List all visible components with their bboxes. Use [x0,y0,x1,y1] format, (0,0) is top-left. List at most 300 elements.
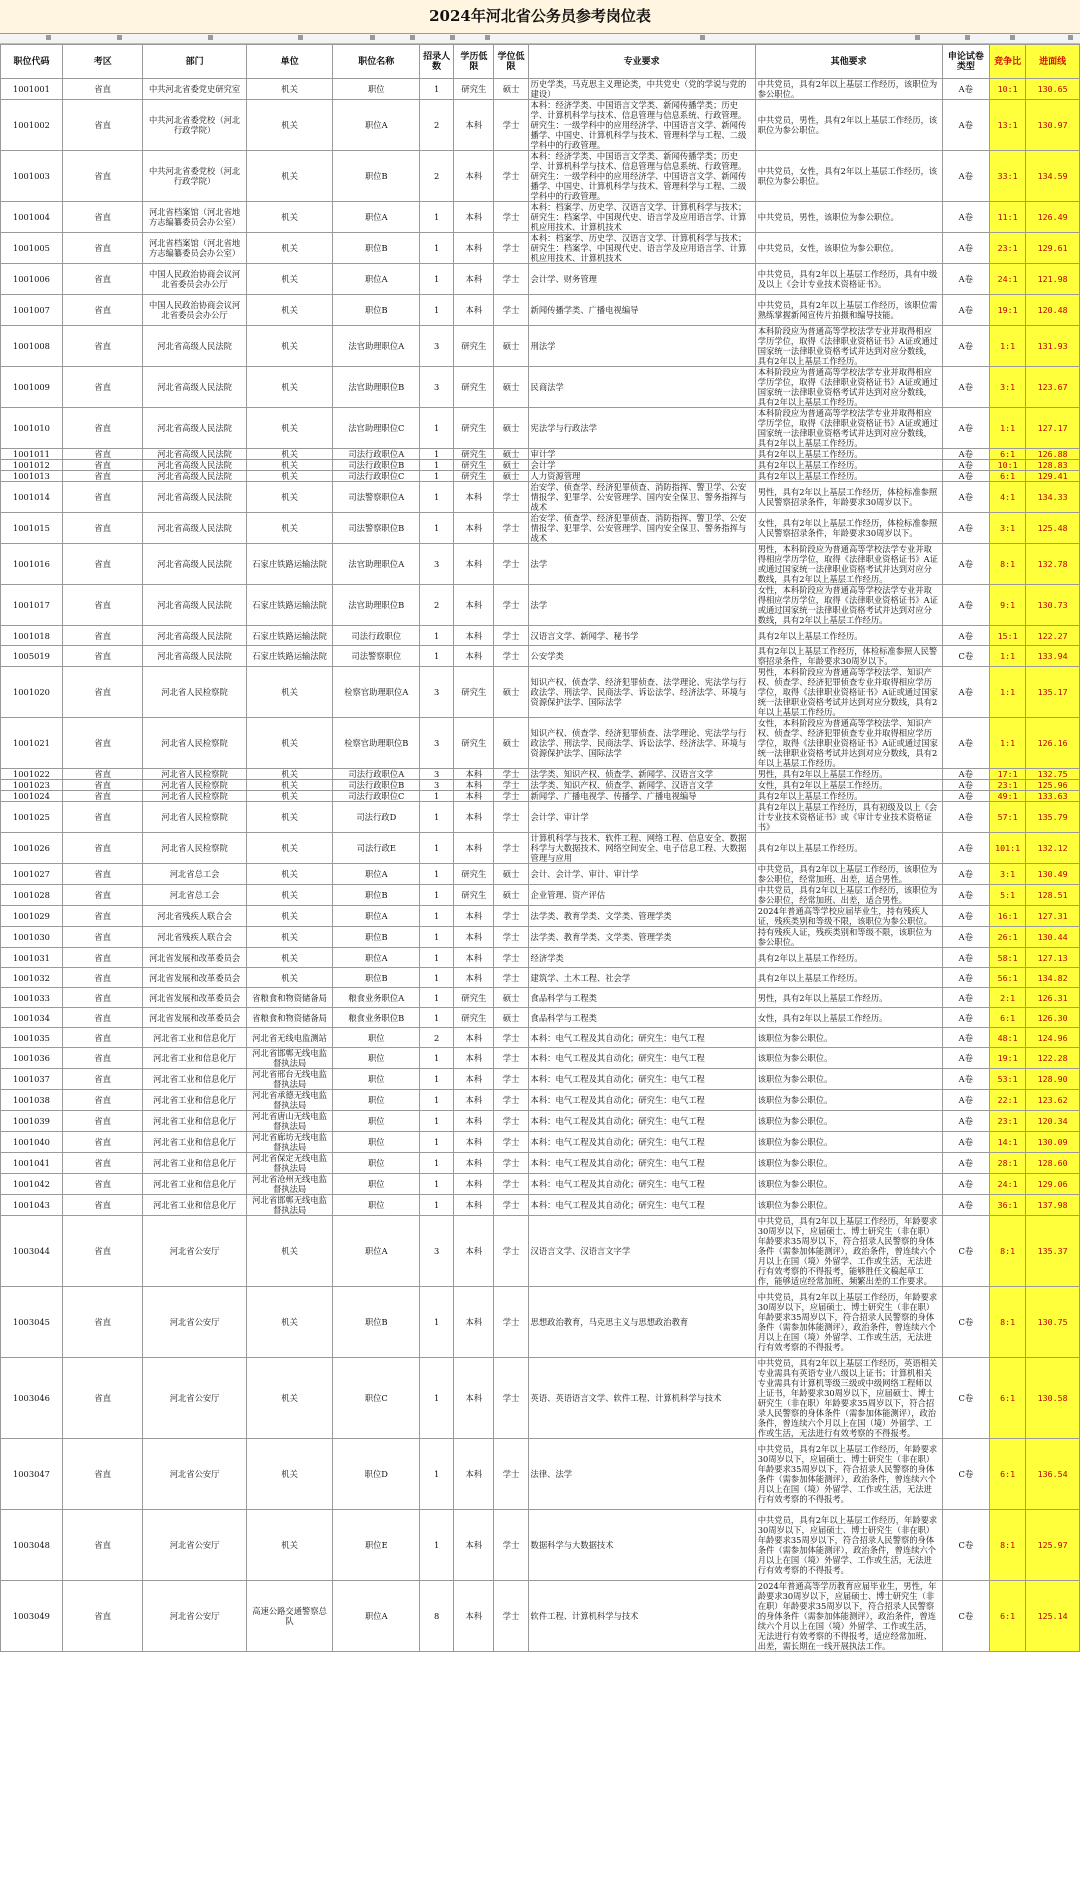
cell-exam-area[interactable]: 省直 [62,1358,143,1439]
cell-education-min[interactable]: 本科 [454,1132,494,1153]
cell-competition-ratio[interactable]: 1:1 [990,408,1026,449]
cell-essay-paper-type[interactable]: A卷 [942,968,989,988]
cell-other-requirement[interactable]: 具有2年以上基层工作经历。 [755,948,942,968]
cell-competition-ratio[interactable]: 3:1 [990,864,1026,885]
cell-competition-ratio[interactable]: 1:1 [990,718,1026,769]
cell-major-requirement[interactable]: 汉语言文学、新闻学、秘书学 [528,626,755,646]
cell-interview-line[interactable]: 137.98 [1026,1195,1080,1216]
cell-major-requirement[interactable]: 软件工程、计算机科学与技术 [528,1581,755,1652]
cell-degree-min[interactable]: 硕士 [494,79,528,100]
cell-interview-line[interactable]: 128.83 [1026,460,1080,471]
cell-position-name[interactable]: 职位A [333,264,420,295]
cell-unit[interactable]: 机关 [246,927,333,948]
cell-other-requirement[interactable]: 中共党员，具有2年以上基层工作经历，该职位为参公职位。 [755,79,942,100]
column-header[interactable]: 职位代码 [1,45,63,79]
cell-recruit-count[interactable]: 3 [420,718,454,769]
cell-education-min[interactable]: 本科 [454,1287,494,1358]
cell-essay-paper-type[interactable]: A卷 [942,802,989,833]
cell-education-min[interactable]: 研究生 [454,408,494,449]
cell-department[interactable]: 河北省高级人民法院 [143,646,246,667]
column-header-interview-line[interactable]: 进面线 [1026,45,1080,79]
cell-unit[interactable]: 机关 [246,833,333,864]
cell-education-min[interactable]: 本科 [454,1358,494,1439]
cell-other-requirement[interactable]: 中共党员，具有2年以上基层工作经历，年龄要求30周岁以下，应届硕士、博士研究生（非在职）年龄要求35周岁以下，符合招录人民警察的身体条件（需参加体能测评），政治条件，曾连续六个月以上在国（境）外留学、工作或生活，无法进行有效考察的不得报考。 [755,1510,942,1581]
cell-other-requirement[interactable]: 该职位为参公职位。 [755,1153,942,1174]
cell-department[interactable]: 河北省发展和改革委员会 [143,948,246,968]
cell-position-code[interactable]: 1003044 [1,1216,63,1287]
cell-essay-paper-type[interactable]: A卷 [942,1069,989,1090]
cell-major-requirement[interactable]: 会计学、财务管理 [528,264,755,295]
cell-degree-min[interactable]: 硕士 [494,408,528,449]
cell-interview-line[interactable]: 127.13 [1026,948,1080,968]
cell-essay-paper-type[interactable]: A卷 [942,1195,989,1216]
cell-position-name[interactable]: 司法行政职位C [333,791,420,802]
cell-position-code[interactable]: 1001037 [1,1069,63,1090]
cell-education-min[interactable]: 本科 [454,906,494,927]
cell-essay-paper-type[interactable]: A卷 [942,833,989,864]
cell-unit[interactable]: 机关 [246,151,333,202]
cell-department[interactable]: 河北省残疾人联合会 [143,906,246,927]
cell-essay-paper-type[interactable]: A卷 [942,1028,989,1048]
cell-recruit-count[interactable]: 1 [420,1287,454,1358]
column-header[interactable]: 学位低限 [494,45,528,79]
cell-exam-area[interactable]: 省直 [62,460,143,471]
cell-unit[interactable]: 机关 [246,449,333,460]
cell-exam-area[interactable]: 省直 [62,544,143,585]
cell-degree-min[interactable]: 硕士 [494,988,528,1008]
cell-position-name[interactable]: 职位 [333,1111,420,1132]
cell-essay-paper-type[interactable]: A卷 [942,585,989,626]
cell-education-min[interactable]: 本科 [454,202,494,233]
cell-exam-area[interactable]: 省直 [62,1048,143,1069]
cell-exam-area[interactable]: 省直 [62,79,143,100]
cell-education-min[interactable]: 本科 [454,780,494,791]
cell-department[interactable]: 河北省人民检察院 [143,667,246,718]
cell-unit[interactable]: 机关 [246,79,333,100]
cell-degree-min[interactable]: 学士 [494,1153,528,1174]
cell-position-code[interactable]: 1001040 [1,1132,63,1153]
cell-essay-paper-type[interactable]: A卷 [942,1090,989,1111]
cell-position-code[interactable]: 1001012 [1,460,63,471]
cell-other-requirement[interactable]: 女性，具有2年以上基层工作经历。 [755,780,942,791]
cell-interview-line[interactable]: 127.31 [1026,906,1080,927]
cell-major-requirement[interactable]: 法学类、知识产权、侦查学、新闻学、汉语言文学 [528,769,755,780]
cell-unit[interactable]: 机关 [246,780,333,791]
cell-degree-min[interactable]: 硕士 [494,667,528,718]
cell-unit[interactable]: 机关 [246,718,333,769]
cell-degree-min[interactable]: 学士 [494,833,528,864]
cell-essay-paper-type[interactable]: C卷 [942,1287,989,1358]
cell-major-requirement[interactable]: 本科：电气工程及其自动化；研究生：电气工程 [528,1111,755,1132]
cell-exam-area[interactable]: 省直 [62,1090,143,1111]
cell-degree-min[interactable]: 学士 [494,626,528,646]
cell-department[interactable]: 中共河北省委党校（河北行政学院） [143,151,246,202]
cell-position-code[interactable]: 1005019 [1,646,63,667]
cell-unit[interactable]: 机关 [246,885,333,906]
cell-interview-line[interactable]: 126.49 [1026,202,1080,233]
cell-competition-ratio[interactable]: 17:1 [990,769,1026,780]
cell-degree-min[interactable]: 学士 [494,482,528,513]
cell-education-min[interactable]: 研究生 [454,864,494,885]
cell-exam-area[interactable]: 省直 [62,1174,143,1195]
cell-essay-paper-type[interactable]: C卷 [942,1216,989,1287]
cell-interview-line[interactable]: 132.12 [1026,833,1080,864]
cell-recruit-count[interactable]: 1 [420,1008,454,1028]
cell-other-requirement[interactable]: 中共党员，男性，具有2年以上基层工作经历，该职位为参公职位。 [755,100,942,151]
cell-major-requirement[interactable]: 企业管理、资产评估 [528,885,755,906]
cell-interview-line[interactable]: 129.41 [1026,471,1080,482]
cell-major-requirement[interactable]: 汉语言文学、汉语言文字学 [528,1216,755,1287]
cell-competition-ratio[interactable]: 49:1 [990,791,1026,802]
cell-other-requirement[interactable]: 男性，本科阶段应为普通高等学校法学、知识产权、侦查学、经济犯罪侦查专业并取得相应学历学位，取得《法律职业资格证书》A证或通过国家统一法律职业资格考试并达到对应分数线，具有2年以上基层工作经历。 [755,667,942,718]
cell-unit[interactable]: 河北省廊坊无线电监督执法局 [246,1132,333,1153]
cell-unit[interactable]: 河北省承德无线电监督执法局 [246,1090,333,1111]
cell-competition-ratio[interactable]: 3:1 [990,367,1026,408]
cell-position-code[interactable]: 1001035 [1,1028,63,1048]
cell-education-min[interactable]: 研究生 [454,449,494,460]
cell-department[interactable]: 河北省工业和信息化厅 [143,1174,246,1195]
cell-position-code[interactable]: 1001029 [1,906,63,927]
cell-degree-min[interactable]: 学士 [494,968,528,988]
cell-unit[interactable]: 机关 [246,906,333,927]
cell-other-requirement[interactable]: 具有2年以上基层工作经历。 [755,471,942,482]
cell-degree-min[interactable]: 硕士 [494,326,528,367]
cell-major-requirement[interactable]: 本科：电气工程及其自动化；研究生：电气工程 [528,1090,755,1111]
cell-exam-area[interactable]: 省直 [62,326,143,367]
cell-interview-line[interactable]: 122.27 [1026,626,1080,646]
cell-education-min[interactable]: 本科 [454,1174,494,1195]
cell-recruit-count[interactable]: 2 [420,585,454,626]
cell-other-requirement[interactable]: 中共党员，女性，该职位为参公职位。 [755,233,942,264]
cell-competition-ratio[interactable]: 11:1 [990,202,1026,233]
cell-position-code[interactable]: 1001028 [1,885,63,906]
cell-degree-min[interactable]: 硕士 [494,885,528,906]
cell-unit[interactable]: 机关 [246,1439,333,1510]
cell-education-min[interactable]: 本科 [454,802,494,833]
cell-exam-area[interactable]: 省直 [62,1132,143,1153]
cell-essay-paper-type[interactable]: A卷 [942,626,989,646]
cell-competition-ratio[interactable]: 48:1 [990,1028,1026,1048]
cell-position-code[interactable]: 1001038 [1,1090,63,1111]
cell-position-code[interactable]: 1001034 [1,1008,63,1028]
cell-department[interactable]: 河北省公安厅 [143,1358,246,1439]
cell-education-min[interactable]: 本科 [454,1216,494,1287]
cell-recruit-count[interactable]: 3 [420,667,454,718]
cell-position-code[interactable]: 1001042 [1,1174,63,1195]
cell-exam-area[interactable]: 省直 [62,885,143,906]
cell-exam-area[interactable]: 省直 [62,295,143,326]
cell-other-requirement[interactable]: 持有残疾人证，残疾类别和等级不限，该职位为参公职位。 [755,927,942,948]
cell-exam-area[interactable]: 省直 [62,367,143,408]
cell-education-min[interactable]: 研究生 [454,471,494,482]
cell-major-requirement[interactable]: 历史学类，马克思主义理论类，中共党史（党的学说与党的建设） [528,79,755,100]
cell-other-requirement[interactable]: 中共党员，具有2年以上基层工作经历，年龄要求30周岁以下，应届硕士、博士研究生（非在职）年龄要求35周岁以下，符合招录人民警察的身体条件（需参加体能测评），政治条件，曾连续六个月以上在国（境）外留学、工作或生活，无法进行有效考察的不得报考。 [755,1287,942,1358]
cell-unit[interactable]: 河北省邢台无线电监督执法局 [246,1069,333,1090]
cell-major-requirement[interactable]: 会计学 [528,460,755,471]
cell-interview-line[interactable]: 134.33 [1026,482,1080,513]
cell-recruit-count[interactable]: 1 [420,482,454,513]
cell-position-name[interactable]: 职位D [333,1439,420,1510]
cell-degree-min[interactable]: 学士 [494,264,528,295]
cell-essay-paper-type[interactable]: A卷 [942,1008,989,1028]
cell-position-name[interactable]: 司法行政职位B [333,780,420,791]
cell-education-min[interactable]: 本科 [454,833,494,864]
cell-other-requirement[interactable]: 该职位为参公职位。 [755,1132,942,1153]
cell-recruit-count[interactable]: 1 [420,906,454,927]
cell-unit[interactable]: 机关 [246,482,333,513]
cell-essay-paper-type[interactable]: A卷 [942,667,989,718]
cell-position-code[interactable]: 1001013 [1,471,63,482]
cell-recruit-count[interactable]: 1 [420,79,454,100]
cell-degree-min[interactable]: 学士 [494,100,528,151]
cell-other-requirement[interactable]: 男性，具有2年以上基层工作经历。 [755,769,942,780]
cell-interview-line[interactable]: 130.49 [1026,864,1080,885]
cell-degree-min[interactable]: 硕士 [494,460,528,471]
cell-education-min[interactable]: 本科 [454,1048,494,1069]
cell-competition-ratio[interactable]: 53:1 [990,1069,1026,1090]
cell-interview-line[interactable]: 130.44 [1026,927,1080,948]
cell-position-code[interactable]: 1001011 [1,449,63,460]
cell-exam-area[interactable]: 省直 [62,1439,143,1510]
cell-unit[interactable]: 河北省保定无线电监督执法局 [246,1153,333,1174]
cell-exam-area[interactable]: 省直 [62,233,143,264]
cell-position-name[interactable]: 职位E [333,1510,420,1581]
cell-major-requirement[interactable]: 英语、英语语言文学、软件工程、计算机科学与技术 [528,1358,755,1439]
cell-education-min[interactable]: 本科 [454,948,494,968]
cell-position-name[interactable]: 粮食业务职位B [333,1008,420,1028]
cell-competition-ratio[interactable]: 13:1 [990,100,1026,151]
cell-department[interactable]: 河北省工业和信息化厅 [143,1132,246,1153]
cell-degree-min[interactable]: 学士 [494,927,528,948]
cell-position-code[interactable]: 1001023 [1,780,63,791]
cell-department[interactable]: 河北省高级人民法院 [143,482,246,513]
cell-essay-paper-type[interactable]: A卷 [942,326,989,367]
cell-essay-paper-type[interactable]: A卷 [942,367,989,408]
cell-unit[interactable]: 机关 [246,264,333,295]
cell-unit[interactable]: 机关 [246,769,333,780]
cell-major-requirement[interactable]: 计算机科学与技术、软件工程、网络工程、信息安全、数据科学与大数据技术、网络空间安全、电子信息工程、大数据管理与应用 [528,833,755,864]
cell-department[interactable]: 中共河北省委党校（河北行政学院） [143,100,246,151]
cell-essay-paper-type[interactable]: A卷 [942,513,989,544]
cell-unit[interactable]: 机关 [246,233,333,264]
cell-recruit-count[interactable]: 8 [420,1581,454,1652]
cell-position-name[interactable]: 司法警察职位 [333,646,420,667]
cell-competition-ratio[interactable]: 24:1 [990,264,1026,295]
filter-dropdown-icon[interactable] [450,35,455,40]
cell-essay-paper-type[interactable]: A卷 [942,460,989,471]
filter-dropdown-icon[interactable] [117,35,122,40]
cell-position-name[interactable]: 法官助理职位A [333,326,420,367]
cell-essay-paper-type[interactable]: A卷 [942,151,989,202]
cell-interview-line[interactable]: 132.75 [1026,769,1080,780]
cell-department[interactable]: 河北省公安厅 [143,1216,246,1287]
cell-exam-area[interactable]: 省直 [62,626,143,646]
cell-degree-min[interactable]: 学士 [494,295,528,326]
cell-recruit-count[interactable]: 2 [420,151,454,202]
cell-essay-paper-type[interactable]: A卷 [942,100,989,151]
cell-unit[interactable]: 机关 [246,367,333,408]
cell-other-requirement[interactable]: 具有2年以上基层工作经历。 [755,833,942,864]
cell-position-name[interactable]: 职位B [333,1287,420,1358]
cell-competition-ratio[interactable]: 101:1 [990,833,1026,864]
cell-degree-min[interactable]: 学士 [494,1510,528,1581]
cell-position-name[interactable]: 职位A [333,100,420,151]
cell-degree-min[interactable]: 学士 [494,646,528,667]
cell-position-code[interactable]: 1001032 [1,968,63,988]
cell-position-code[interactable]: 1001004 [1,202,63,233]
cell-interview-line[interactable]: 133.63 [1026,791,1080,802]
cell-major-requirement[interactable]: 本科：电气工程及其自动化；研究生：电气工程 [528,1132,755,1153]
cell-exam-area[interactable]: 省直 [62,513,143,544]
cell-major-requirement[interactable]: 治安学、侦查学、经济犯罪侦查、消防指挥、警卫学、公安情报学、犯罪学、公安管理学、国内安全保卫、警务指挥与战术 [528,482,755,513]
cell-essay-paper-type[interactable]: C卷 [942,1358,989,1439]
cell-competition-ratio[interactable]: 23:1 [990,233,1026,264]
cell-position-name[interactable]: 司法警察职位B [333,513,420,544]
cell-competition-ratio[interactable]: 14:1 [990,1132,1026,1153]
cell-exam-area[interactable]: 省直 [62,1111,143,1132]
cell-degree-min[interactable]: 学士 [494,948,528,968]
cell-interview-line[interactable]: 131.93 [1026,326,1080,367]
cell-exam-area[interactable]: 省直 [62,646,143,667]
cell-competition-ratio[interactable]: 56:1 [990,968,1026,988]
cell-department[interactable]: 河北省高级人民法院 [143,626,246,646]
cell-department[interactable]: 河北省工业和信息化厅 [143,1028,246,1048]
cell-essay-paper-type[interactable]: A卷 [942,1132,989,1153]
cell-interview-line[interactable]: 130.97 [1026,100,1080,151]
cell-interview-line[interactable]: 130.73 [1026,585,1080,626]
cell-exam-area[interactable]: 省直 [62,202,143,233]
cell-other-requirement[interactable]: 具有2年以上基层工作经历，体检标准参照人民警察招录条件，年龄要求30周岁以下。 [755,646,942,667]
cell-essay-paper-type[interactable]: A卷 [942,791,989,802]
cell-competition-ratio[interactable]: 5:1 [990,885,1026,906]
cell-major-requirement[interactable]: 经济学类 [528,948,755,968]
cell-education-min[interactable]: 本科 [454,151,494,202]
cell-position-code[interactable]: 1001001 [1,79,63,100]
cell-major-requirement[interactable]: 本科：电气工程及其自动化；研究生：电气工程 [528,1174,755,1195]
cell-competition-ratio[interactable]: 6:1 [990,1008,1026,1028]
cell-education-min[interactable]: 本科 [454,233,494,264]
cell-position-code[interactable]: 1001039 [1,1111,63,1132]
cell-degree-min[interactable]: 硕士 [494,718,528,769]
cell-exam-area[interactable]: 省直 [62,833,143,864]
cell-position-name[interactable]: 职位 [333,1048,420,1069]
cell-position-code[interactable]: 1003045 [1,1287,63,1358]
cell-recruit-count[interactable]: 1 [420,1069,454,1090]
cell-unit[interactable]: 河北省唐山无线电监督执法局 [246,1111,333,1132]
filter-dropdown-icon[interactable] [485,35,490,40]
cell-department[interactable]: 河北省工业和信息化厅 [143,1111,246,1132]
cell-other-requirement[interactable]: 中共党员，具有2年以上基层工作经历，该职位需熟练掌握新闻宣传片拍摄和编导技能。 [755,295,942,326]
cell-recruit-count[interactable]: 2 [420,1028,454,1048]
cell-competition-ratio[interactable]: 6:1 [990,1439,1026,1510]
cell-interview-line[interactable]: 120.48 [1026,295,1080,326]
cell-competition-ratio[interactable]: 19:1 [990,295,1026,326]
cell-recruit-count[interactable]: 1 [420,1048,454,1069]
cell-degree-min[interactable]: 硕士 [494,1008,528,1028]
cell-essay-paper-type[interactable]: A卷 [942,780,989,791]
filter-dropdown-icon[interactable] [700,35,705,40]
cell-position-code[interactable]: 1001016 [1,544,63,585]
column-header[interactable]: 专业要求 [528,45,755,79]
cell-essay-paper-type[interactable]: A卷 [942,202,989,233]
cell-position-name[interactable]: 职位A [333,864,420,885]
cell-position-code[interactable]: 1001003 [1,151,63,202]
cell-position-code[interactable]: 1001006 [1,264,63,295]
cell-department[interactable]: 河北省总工会 [143,864,246,885]
cell-essay-paper-type[interactable]: A卷 [942,1153,989,1174]
cell-essay-paper-type[interactable]: A卷 [942,233,989,264]
cell-position-code[interactable]: 1001018 [1,626,63,646]
cell-education-min[interactable]: 本科 [454,295,494,326]
cell-other-requirement[interactable]: 该职位为参公职位。 [755,1028,942,1048]
cell-position-name[interactable]: 职位B [333,885,420,906]
cell-education-min[interactable]: 研究生 [454,460,494,471]
cell-department[interactable]: 河北省残疾人联合会 [143,927,246,948]
cell-exam-area[interactable]: 省直 [62,471,143,482]
cell-department[interactable]: 河北省高级人民法院 [143,326,246,367]
cell-unit[interactable]: 机关 [246,968,333,988]
cell-position-name[interactable]: 司法行政职位 [333,626,420,646]
cell-position-name[interactable]: 职位A [333,948,420,968]
cell-position-name[interactable]: 司法行政E [333,833,420,864]
cell-education-min[interactable]: 本科 [454,646,494,667]
cell-department[interactable]: 河北省档案馆（河北省地方志编纂委员会办公室） [143,202,246,233]
cell-education-min[interactable]: 本科 [454,1195,494,1216]
cell-major-requirement[interactable]: 法学类、教育学类、文学类、管理学类 [528,906,755,927]
cell-department[interactable]: 河北省总工会 [143,885,246,906]
cell-other-requirement[interactable]: 中共党员，具有2年以上基层工作经历，该职位为参公职位，经常加班、出差，适合男性。 [755,864,942,885]
cell-other-requirement[interactable]: 具有2年以上基层工作经历。 [755,449,942,460]
cell-degree-min[interactable]: 硕士 [494,471,528,482]
cell-position-name[interactable]: 职位B [333,968,420,988]
cell-unit[interactable]: 河北省邯郸无线电监督执法局 [246,1195,333,1216]
cell-recruit-count[interactable]: 1 [420,1195,454,1216]
column-header-competition-ratio[interactable]: 竞争比 [990,45,1026,79]
cell-major-requirement[interactable]: 知识产权、侦查学、经济犯罪侦查、法学理论、宪法学与行政法学、刑法学、民商法学、诉讼法学、经济法学、环境与资源保护法学、国际法学 [528,718,755,769]
cell-exam-area[interactable]: 省直 [62,449,143,460]
cell-recruit-count[interactable]: 1 [420,864,454,885]
cell-recruit-count[interactable]: 1 [420,885,454,906]
cell-competition-ratio[interactable]: 8:1 [990,1510,1026,1581]
cell-recruit-count[interactable]: 1 [420,802,454,833]
cell-position-name[interactable]: 职位A [333,906,420,927]
cell-interview-line[interactable]: 125.97 [1026,1510,1080,1581]
cell-unit[interactable]: 石家庄铁路运输法院 [246,626,333,646]
cell-other-requirement[interactable]: 女性，具有2年以上基层工作经历，体检标准参照人民警察招录条件，年龄要求30周岁以下。 [755,513,942,544]
cell-exam-area[interactable]: 省直 [62,1008,143,1028]
cell-recruit-count[interactable]: 1 [420,1358,454,1439]
cell-unit[interactable]: 河北省无线电监测站 [246,1028,333,1048]
cell-major-requirement[interactable]: 本科：电气工程及其自动化；研究生：电气工程 [528,1028,755,1048]
cell-position-name[interactable]: 职位A [333,1216,420,1287]
cell-education-min[interactable]: 本科 [454,585,494,626]
cell-education-min[interactable]: 研究生 [454,79,494,100]
cell-position-name[interactable]: 职位B [333,295,420,326]
cell-interview-line[interactable]: 127.17 [1026,408,1080,449]
cell-department[interactable]: 河北省人民检察院 [143,718,246,769]
cell-unit[interactable]: 石家庄铁路运输法院 [246,544,333,585]
cell-recruit-count[interactable]: 1 [420,449,454,460]
cell-degree-min[interactable]: 学士 [494,1028,528,1048]
cell-position-name[interactable]: 职位 [333,1195,420,1216]
cell-degree-min[interactable]: 学士 [494,1581,528,1652]
cell-unit[interactable]: 机关 [246,326,333,367]
cell-major-requirement[interactable]: 治安学、侦查学、经济犯罪侦查、消防指挥、警卫学、公安情报学、犯罪学、公安管理学、国内安全保卫、警务指挥与战术 [528,513,755,544]
column-header[interactable]: 考区 [62,45,143,79]
cell-essay-paper-type[interactable]: A卷 [942,885,989,906]
cell-exam-area[interactable]: 省直 [62,1153,143,1174]
cell-position-name[interactable]: 法官助理职位B [333,585,420,626]
